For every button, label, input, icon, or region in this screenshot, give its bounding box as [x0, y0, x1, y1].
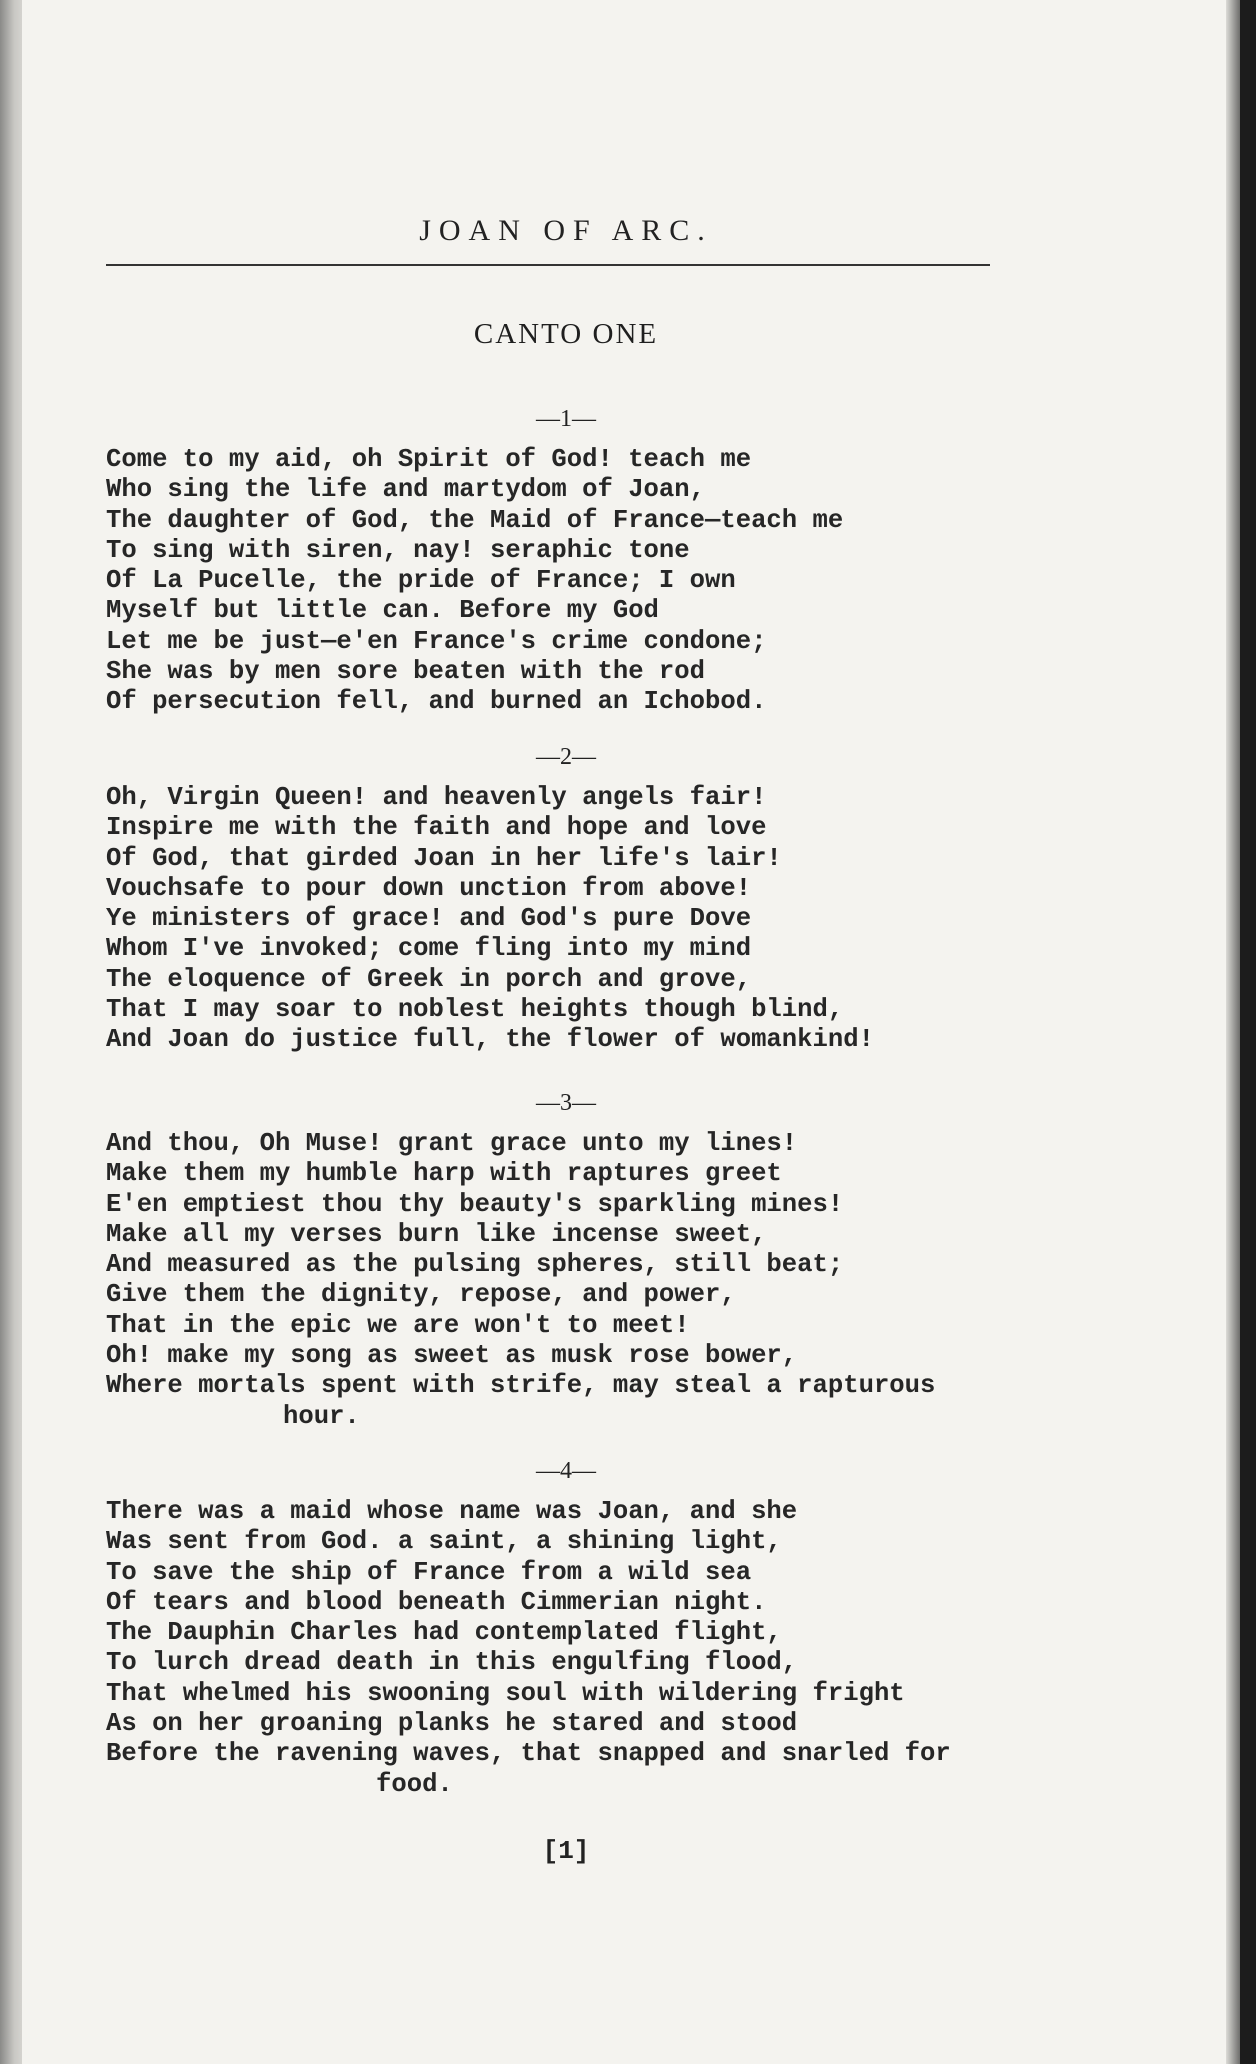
verse-line: Oh, Virgin Queen! and heavenly angels fair! — [106, 783, 767, 812]
stanza-number: —2— — [536, 744, 596, 770]
stanza-number: —3— — [536, 1090, 596, 1116]
page-edge-shadow — [1226, 0, 1240, 2064]
verse-line: She was by men sore beaten with the rod — [106, 657, 705, 687]
verse-line: To lurch dread death in this engulfing flood, — [106, 1648, 798, 1678]
stanza-1 — [106, 406, 1066, 718]
verse-line: The eloquence of Greek in porch and grove, — [106, 964, 752, 994]
verse-line: As on her groaning planks he stared and stood — [106, 1709, 798, 1739]
verse-line: And Joan do justice full, the flower of womankind! — [106, 1025, 874, 1055]
verse-line: Ye ministers of grace! and God's pure Dove — [106, 904, 752, 934]
verse-line: And measured as the pulsing spheres, still beat; — [106, 1250, 844, 1280]
stanza-4 — [106, 1458, 1066, 1800]
verse-line: That I may soar to noblest heights though blind, — [106, 995, 844, 1025]
stanza-2 — [106, 744, 1066, 1056]
verse-line: Of La Pucelle, the pride of France; I own — [106, 566, 736, 596]
verse-line: Give them the dignity, repose, and power, — [106, 1280, 736, 1310]
verse-line: The daughter of God, the Maid of France—teach me — [106, 505, 844, 535]
verse-line: The Dauphin Charles had contemplated flight, — [106, 1618, 782, 1648]
verse-line: Was sent from God. a saint, a shining light, — [106, 1527, 782, 1557]
stanza-3 — [106, 1090, 1066, 1432]
verse-line: Myself but little can. Before my God — [106, 596, 659, 626]
verse-line: To sing with siren, nay! seraphic tone — [106, 535, 690, 565]
verse-line: Whom I've invoked; come fling into my mind — [106, 934, 752, 964]
book-page — [22, 0, 1240, 2064]
verse-line-continuation: hour. — [283, 1401, 360, 1431]
verse-line: Where mortals spent with strife, may steal a rapturous — [106, 1371, 936, 1401]
stanza-number: —1— — [536, 406, 596, 432]
verse-line: Make them my humble harp with raptures greet — [106, 1159, 782, 1189]
stanza-number: —4— — [536, 1458, 596, 1484]
verse-line: Come to my aid, oh Spirit of God! teach me — [106, 445, 752, 474]
verse-line: Of persecution fell, and burned an Ichobod. — [106, 687, 767, 717]
verse-line: Inspire me with the faith and hope and love — [106, 813, 767, 843]
verse-line: There was a maid whose name was Joan, and she — [106, 1497, 798, 1526]
verse-line-continuation: food. — [376, 1769, 453, 1799]
verse-line: Of God, that girded Joan in her life's lair! — [106, 843, 782, 873]
verse-line: Before the ravening waves, that snapped and snarled for — [106, 1739, 951, 1769]
verse-line: And thou, Oh Muse! grant grace unto my lines! — [106, 1129, 798, 1158]
header-rule — [106, 264, 990, 266]
verse-line: Let me be just—e'en France's crime condone; — [106, 626, 767, 656]
verse-line: Make all my verses burn like incense sweet, — [106, 1219, 767, 1249]
verse-line: That in the epic we are won't to meet! — [106, 1310, 690, 1340]
running-head: JOAN OF ARC. — [419, 214, 713, 247]
canto-title: CANTO ONE — [473, 318, 659, 350]
verse-line: That whelmed his swooning soul with wildering fright — [106, 1678, 905, 1708]
verse-line: Vouchsafe to pour down unction from above! — [106, 873, 752, 903]
verse-line: To save the ship of France from a wild sea — [106, 1557, 752, 1587]
verse-line: Oh! make my song as sweet as musk rose bower, — [106, 1341, 798, 1371]
page-number: [1] — [542, 1836, 590, 1866]
verse-line: E'en emptiest thou thy beauty's sparkling mines! — [106, 1189, 844, 1219]
verse-line: Who sing the life and martydom of Joan, — [106, 475, 705, 505]
verse-line: Of tears and blood beneath Cimmerian night. — [106, 1587, 767, 1617]
